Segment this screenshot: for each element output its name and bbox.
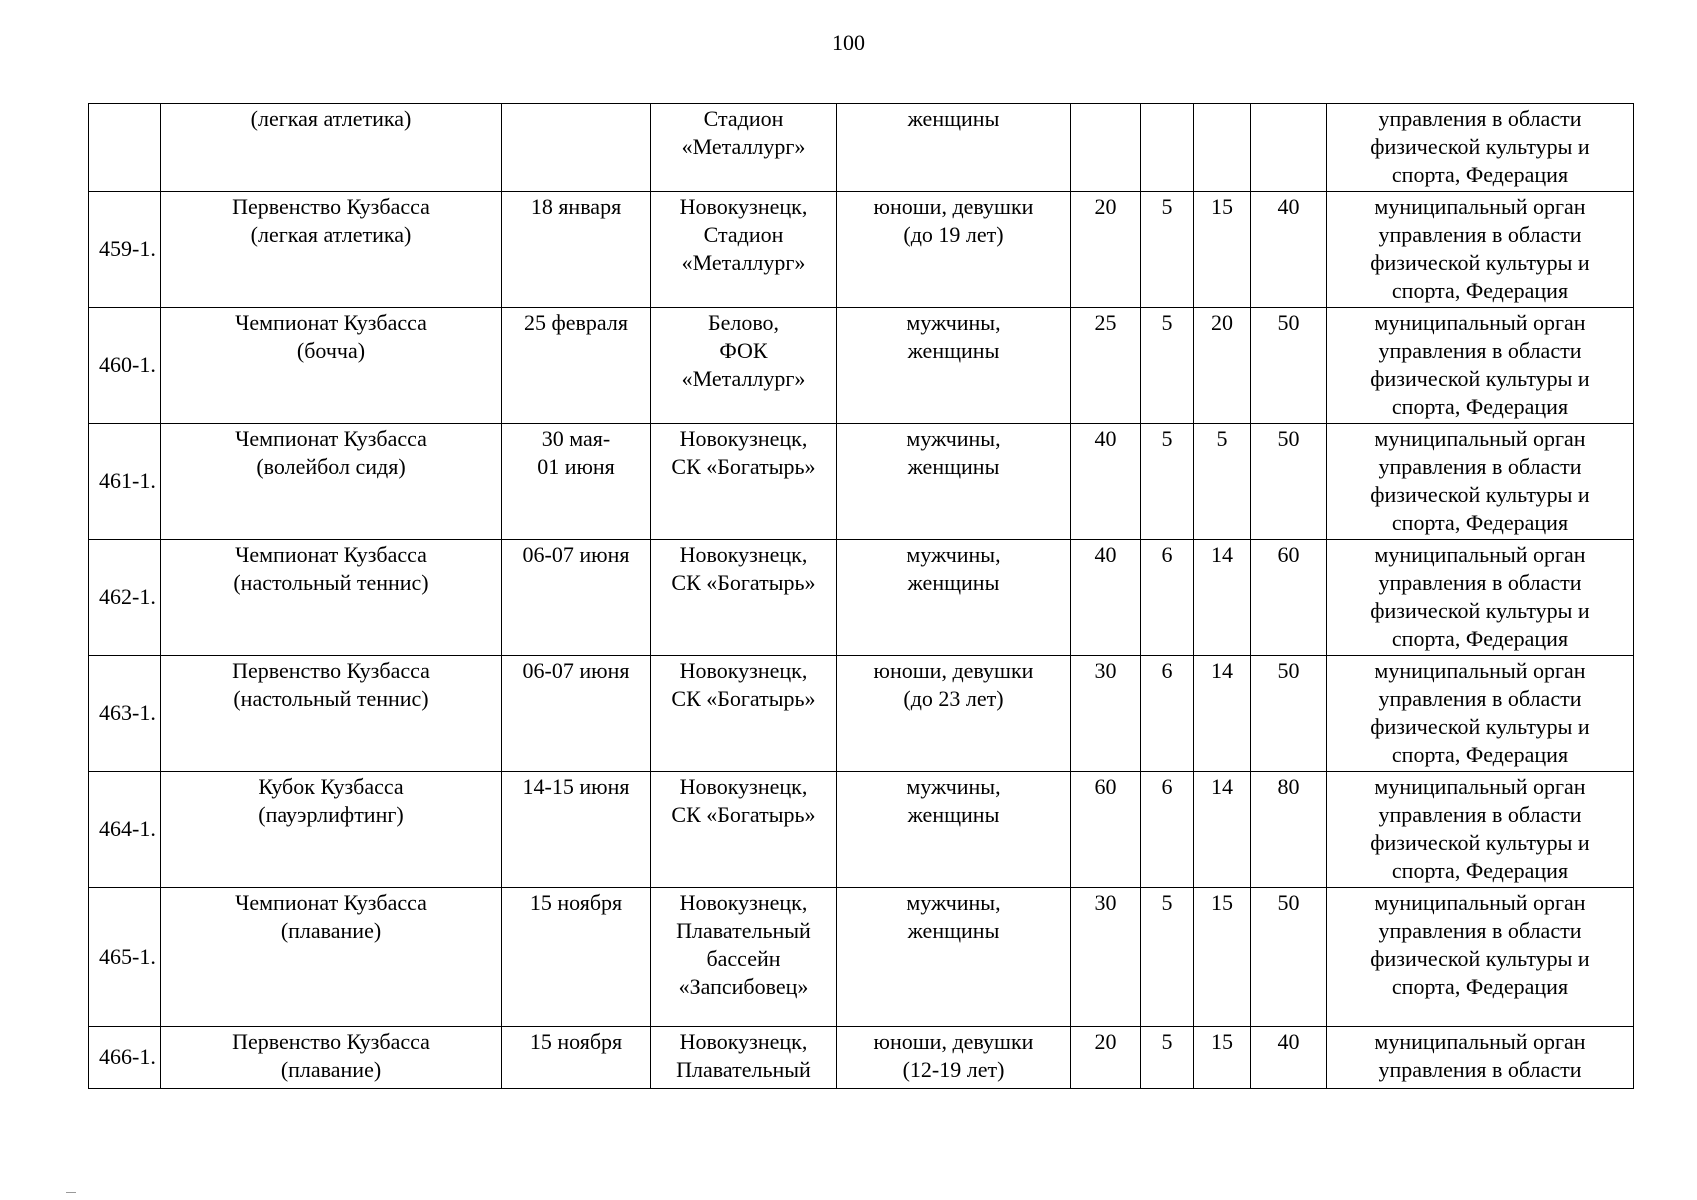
event-date-cell-line: 25 февраля xyxy=(524,310,628,335)
participants-cell xyxy=(837,1027,1071,1089)
participants-cell-line: мужчины, xyxy=(906,426,1001,451)
organizer-cell xyxy=(1327,308,1634,424)
count-cell-3: 15 xyxy=(1194,192,1251,308)
count-cell-1: 20 xyxy=(1071,192,1141,308)
table-row xyxy=(89,1027,1634,1089)
event-date-cell-line: 06-07 июня xyxy=(522,658,630,683)
participants-cell-line: женщины xyxy=(907,338,1000,363)
organizer-cell-line: спорта, Федерация xyxy=(1391,858,1569,883)
participants-cell-line: женщины xyxy=(907,570,1000,595)
event-name-cell-line: Первенство Кузбасса xyxy=(232,658,430,683)
event-place-cell-line: Белово, xyxy=(707,310,780,335)
row-number-cell xyxy=(89,104,161,192)
event-date-cell xyxy=(502,888,651,1027)
count-cell-1: 30 xyxy=(1071,656,1141,772)
participants-cell-line: мужчины, xyxy=(906,774,1001,799)
event-date-cell xyxy=(502,104,651,192)
event-place-cell-line: СК «Богатырь» xyxy=(671,570,816,595)
event-date-cell-line: 18 января xyxy=(530,194,622,219)
count-cell-1: 30 xyxy=(1071,888,1141,1027)
page-number: 100 xyxy=(832,30,865,55)
event-name-cell xyxy=(161,1027,502,1089)
count-cell-1 xyxy=(1071,104,1141,192)
count-cell-2: 5 xyxy=(1141,192,1194,308)
event-date-cell-line: 01 июня xyxy=(537,454,615,479)
count-cell-4: 40 xyxy=(1251,1027,1327,1089)
count-cell-4: 50 xyxy=(1251,888,1327,1027)
event-place-cell xyxy=(651,104,837,192)
event-date-cell xyxy=(502,772,651,888)
event-place-cell-line: ФОК xyxy=(719,338,768,363)
participants-cell xyxy=(837,104,1071,192)
event-place-cell-line: СК «Богатырь» xyxy=(671,454,816,479)
organizer-cell-line: физической культуры и xyxy=(1370,830,1590,855)
count-cell-2: 6 xyxy=(1141,772,1194,888)
event-name-cell-line: Первенство Кузбасса xyxy=(232,194,430,219)
event-date-cell xyxy=(502,192,651,308)
event-place-cell xyxy=(651,540,837,656)
organizer-cell-line: спорта, Федерация xyxy=(1391,626,1569,651)
row-number-cell: 466-1. xyxy=(89,1027,161,1089)
count-cell-2: 6 xyxy=(1141,656,1194,772)
event-name-cell-line: (легкая атлетика) xyxy=(250,222,412,247)
count-cell-1: 25 xyxy=(1071,308,1141,424)
organizer-cell xyxy=(1327,192,1634,308)
organizer-cell-line: физической культуры и xyxy=(1370,134,1590,159)
participants-cell xyxy=(837,308,1071,424)
event-date-cell-line: 15 ноября xyxy=(529,890,623,915)
organizer-cell xyxy=(1327,656,1634,772)
event-place-cell-line: Новокузнецк, xyxy=(679,426,808,451)
count-cell-2: 5 xyxy=(1141,1027,1194,1089)
row-number-cell: 459-1. xyxy=(89,192,161,308)
organizer-cell-line: спорта, Федерация xyxy=(1391,394,1569,419)
count-cell-4: 50 xyxy=(1251,656,1327,772)
organizer-cell xyxy=(1327,104,1634,192)
count-cell-3: 14 xyxy=(1194,540,1251,656)
organizer-cell xyxy=(1327,1027,1634,1089)
count-cell-3: 14 xyxy=(1194,656,1251,772)
event-name-cell-line: Первенство Кузбасса xyxy=(232,1029,430,1054)
event-date-cell-line: 15 ноября xyxy=(529,1029,623,1054)
event-place-cell-line: СК «Богатырь» xyxy=(671,686,816,711)
table-row xyxy=(89,308,1634,424)
event-date-cell xyxy=(502,540,651,656)
event-name-cell-line: Чемпионат Кузбасса xyxy=(235,426,427,451)
count-cell-1: 20 xyxy=(1071,1027,1141,1089)
participants-cell-line: женщины xyxy=(907,802,1000,827)
event-place-cell-line: Новокузнецк, xyxy=(679,658,808,683)
event-place-cell xyxy=(651,1027,837,1089)
organizer-cell-line: управления в области xyxy=(1378,570,1582,595)
participants-cell xyxy=(837,192,1071,308)
event-name-cell-line: (настольный теннис) xyxy=(233,570,429,595)
participants-cell-line: (до 19 лет) xyxy=(903,222,1004,247)
count-cell-2 xyxy=(1141,104,1194,192)
participants-cell-line: мужчины, xyxy=(906,310,1001,335)
scan-artifact xyxy=(66,1192,76,1195)
event-place-cell xyxy=(651,192,837,308)
count-cell-2: 5 xyxy=(1141,888,1194,1027)
organizer-cell-line: спорта, Федерация xyxy=(1391,278,1569,303)
organizer-cell-line: управления в области xyxy=(1378,802,1582,827)
event-name-cell-line: Чемпионат Кузбасса xyxy=(235,310,427,335)
event-place-cell-line: Новокузнецк, xyxy=(679,194,808,219)
organizer-cell-line: физической культуры и xyxy=(1370,946,1590,971)
organizer-cell-line: управления в области xyxy=(1378,338,1582,363)
count-cell-2: 5 xyxy=(1141,308,1194,424)
event-place-cell-line: «Запсибовец» xyxy=(678,974,809,999)
table-row xyxy=(89,424,1634,540)
organizer-cell-line: спорта, Федерация xyxy=(1391,742,1569,767)
event-place-cell-line: Новокузнецк, xyxy=(679,774,808,799)
organizer-cell xyxy=(1327,772,1634,888)
table-row xyxy=(89,104,1634,192)
count-cell-3: 15 xyxy=(1194,1027,1251,1089)
count-cell-4: 80 xyxy=(1251,772,1327,888)
table-row xyxy=(89,772,1634,888)
event-place-cell xyxy=(651,772,837,888)
count-cell-3 xyxy=(1194,104,1251,192)
organizer-cell-line: физической культуры и xyxy=(1370,598,1590,623)
event-name-cell xyxy=(161,540,502,656)
event-place-cell-line: Новокузнецк, xyxy=(679,542,808,567)
organizer-cell xyxy=(1327,424,1634,540)
count-cell-1: 40 xyxy=(1071,424,1141,540)
event-place-cell-line: Стадион xyxy=(703,106,784,131)
organizer-cell-line: муниципальный орган xyxy=(1374,890,1586,915)
event-date-cell xyxy=(502,424,651,540)
organizer-cell xyxy=(1327,540,1634,656)
organizer-cell-line: физической культуры и xyxy=(1370,714,1590,739)
participants-cell xyxy=(837,656,1071,772)
organizer-cell-line: физической культуры и xyxy=(1370,250,1590,275)
row-number-cell: 461-1. xyxy=(89,424,161,540)
count-cell-3: 14 xyxy=(1194,772,1251,888)
count-cell-4: 60 xyxy=(1251,540,1327,656)
table-row xyxy=(89,656,1634,772)
organizer-cell-line: спорта, Федерация xyxy=(1391,510,1569,535)
participants-cell-line: (до 23 лет) xyxy=(903,686,1004,711)
organizer-cell-line: муниципальный орган xyxy=(1374,774,1586,799)
row-number-cell: 463-1. xyxy=(89,656,161,772)
table-row xyxy=(89,888,1634,1027)
count-cell-1: 60 xyxy=(1071,772,1141,888)
participants-cell xyxy=(837,772,1071,888)
count-cell-4 xyxy=(1251,104,1327,192)
event-name-cell-line: Чемпионат Кузбасса xyxy=(235,542,427,567)
participants-cell-line: (12-19 лет) xyxy=(902,1057,1005,1082)
organizer-cell-line: спорта, Федерация xyxy=(1391,974,1569,999)
event-place-cell-line: СК «Богатырь» xyxy=(671,802,816,827)
participants-cell-line: женщины xyxy=(907,454,1000,479)
event-name-cell xyxy=(161,308,502,424)
participants-cell-line: мужчины, xyxy=(906,542,1001,567)
count-cell-3: 20 xyxy=(1194,308,1251,424)
organizer-cell-line: муниципальный орган xyxy=(1374,194,1586,219)
event-date-cell xyxy=(502,308,651,424)
participants-cell-line: юноши, девушки xyxy=(873,658,1034,683)
event-name-cell-line: (пауэрлифтинг) xyxy=(258,802,404,827)
event-place-cell-line: Новокузнецк, xyxy=(679,1029,808,1054)
participants-cell xyxy=(837,424,1071,540)
event-name-cell xyxy=(161,192,502,308)
event-date-cell-line: 06-07 июня xyxy=(522,542,630,567)
events-table xyxy=(88,103,1634,1089)
participants-cell xyxy=(837,888,1071,1027)
participants-cell-line: женщины xyxy=(907,106,1000,131)
event-name-cell xyxy=(161,772,502,888)
event-name-cell-line: Чемпионат Кузбасса xyxy=(235,890,427,915)
organizer-cell-line: муниципальный орган xyxy=(1374,310,1586,335)
event-place-cell xyxy=(651,888,837,1027)
count-cell-4: 50 xyxy=(1251,424,1327,540)
participants-cell-line: юноши, девушки xyxy=(873,1029,1034,1054)
organizer-cell-line: муниципальный орган xyxy=(1374,426,1586,451)
event-place-cell xyxy=(651,424,837,540)
organizer-cell-line: управления в области xyxy=(1378,918,1582,943)
count-cell-2: 5 xyxy=(1141,424,1194,540)
event-date-cell xyxy=(502,1027,651,1089)
event-place-cell-line: Плавательный xyxy=(676,918,811,943)
count-cell-4: 40 xyxy=(1251,192,1327,308)
organizer-cell-line: управления в области xyxy=(1378,106,1582,131)
event-name-cell-line: (легкая атлетика) xyxy=(250,106,412,131)
event-place-cell-line: Новокузнецк, xyxy=(679,890,808,915)
organizer-cell-line: управления в области xyxy=(1378,222,1582,247)
row-number-cell: 465-1. xyxy=(89,888,161,1027)
organizer-cell-line: муниципальный орган xyxy=(1374,1029,1586,1054)
row-number-cell: 464-1. xyxy=(89,772,161,888)
organizer-cell-line: управления в области xyxy=(1378,1057,1582,1082)
event-place-cell xyxy=(651,308,837,424)
event-name-cell xyxy=(161,888,502,1027)
count-cell-3: 5 xyxy=(1194,424,1251,540)
event-name-cell-line: (бочча) xyxy=(296,338,366,363)
organizer-cell-line: физической культуры и xyxy=(1370,366,1590,391)
count-cell-3: 15 xyxy=(1194,888,1251,1027)
event-name-cell-line: (настольный теннис) xyxy=(233,686,429,711)
event-place-cell-line: «Металлург» xyxy=(681,250,806,275)
event-name-cell-line: (плавание) xyxy=(280,1057,382,1082)
event-place-cell-line: Плавательный xyxy=(676,1057,811,1082)
table-row xyxy=(89,192,1634,308)
event-name-cell-line: Кубок Кузбасса xyxy=(258,774,404,799)
organizer-cell-line: физической культуры и xyxy=(1370,482,1590,507)
participants-cell xyxy=(837,540,1071,656)
event-name-cell xyxy=(161,104,502,192)
event-date-cell xyxy=(502,656,651,772)
participants-cell-line: мужчины, xyxy=(906,890,1001,915)
event-name-cell xyxy=(161,656,502,772)
organizer-cell-line: муниципальный орган xyxy=(1374,542,1586,567)
organizer-cell-line: управления в области xyxy=(1378,686,1582,711)
event-name-cell-line: (плавание) xyxy=(280,918,382,943)
event-place-cell xyxy=(651,656,837,772)
organizer-cell-line: муниципальный орган xyxy=(1374,658,1586,683)
event-name-cell-line: (волейбол сидя) xyxy=(256,454,406,479)
organizer-cell-line: спорта, Федерация xyxy=(1391,162,1569,187)
participants-cell-line: юноши, девушки xyxy=(873,194,1034,219)
count-cell-1: 40 xyxy=(1071,540,1141,656)
row-number-cell: 462-1. xyxy=(89,540,161,656)
event-date-cell-line: 14-15 июня xyxy=(522,774,630,799)
event-place-cell-line: «Металлург» xyxy=(681,134,806,159)
count-cell-2: 6 xyxy=(1141,540,1194,656)
organizer-cell xyxy=(1327,888,1634,1027)
participants-cell-line: женщины xyxy=(907,918,1000,943)
event-name-cell xyxy=(161,424,502,540)
event-place-cell-line: Стадион xyxy=(703,222,784,247)
table-row xyxy=(89,540,1634,656)
event-place-cell-line: бассейн xyxy=(706,946,781,971)
organizer-cell-line: управления в области xyxy=(1378,454,1582,479)
event-date-cell-line: 30 мая- xyxy=(541,426,611,451)
row-number-cell: 460-1. xyxy=(89,308,161,424)
events-table-body xyxy=(89,104,1634,1089)
event-place-cell-line: «Металлург» xyxy=(681,366,806,391)
count-cell-4: 50 xyxy=(1251,308,1327,424)
